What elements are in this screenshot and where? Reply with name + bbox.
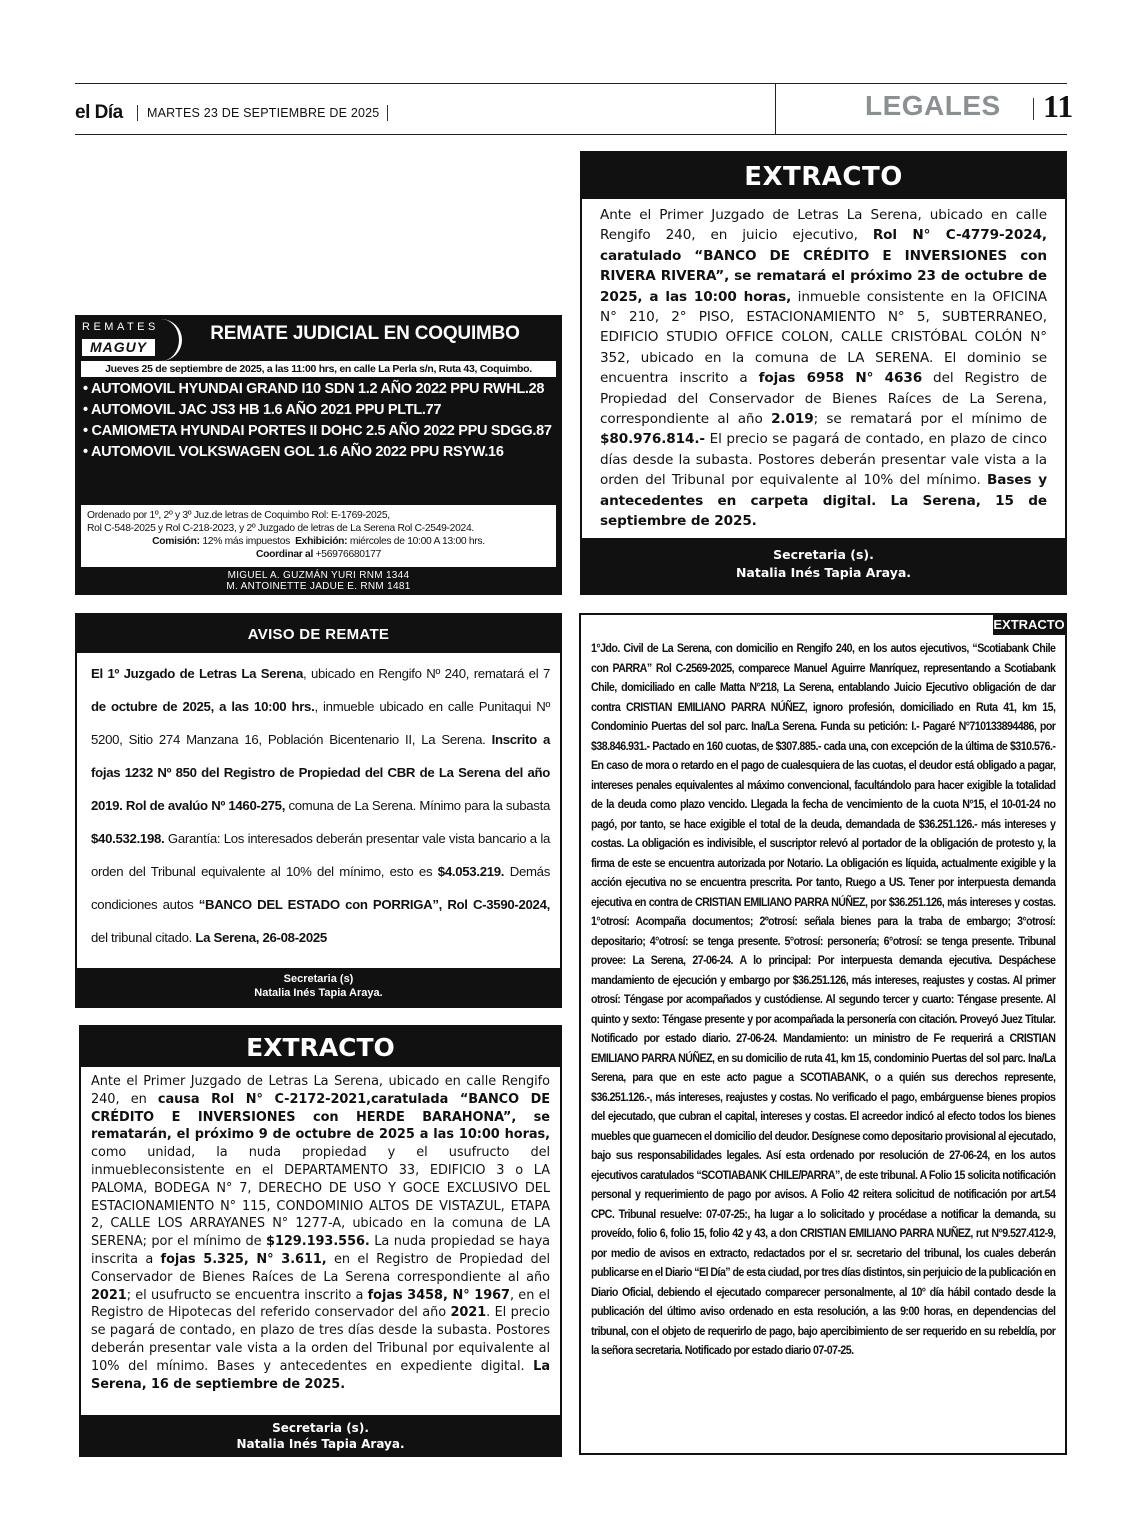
auctioneer-name: MIGUEL A. GUZMÁN YURI RNM 1344	[227, 570, 410, 581]
extracto-notice-herde	[79, 1025, 562, 1457]
signature-role: Secretaria (s).	[773, 547, 874, 562]
coordinate-line	[87, 548, 550, 561]
ordered-line: Ordenado por 1º, 2º y 3º Juz.de letras de Coquimbo Rol: E-1769-2025,	[87, 510, 390, 521]
auction-date-line: Jueves 25 de septiembre de 2025, a las 11:00 hrs, en calle La Perla s/n, Ruta 43, Coquimbo.	[81, 361, 556, 377]
exhibition-label: Exhibición:	[295, 536, 348, 547]
list-item: • AUTOMOVIL JAC JS3 HB 1.6 AÑO 2021 PPU PLTL.77	[83, 402, 442, 418]
notice-title: AVISO DE REMATE	[77, 615, 560, 653]
page-number: 11	[1043, 88, 1074, 124]
header-separator	[1033, 98, 1034, 120]
auction-info	[81, 505, 556, 567]
header-separator	[387, 105, 388, 121]
notice-body: Ante el Primer Juzgado de Letras La Serena, ubicado en calle Rengifo 240, en causa Rol N° C-2172-2021,caratulada “BANCO DE CRÉDITO E INVERSIONES con HERDE BARAHONA”, se rematarán, el próximo 9 de octubre de 2025 a las 10:00 horas, como unidad, la nuda propiedad y el usufructo del inmuebleconsistente en el DEPARTAMENTO 33, EDIFICIO 3 o LA PALOMA, BODEGA N° 7, DERECHO DE USO Y GOCE EXCLUSIVO DEL ESTACIONAMIENTO N° 115, CONDOMINIO ALTOS DE VISTAZUL, ETAPA 2, CALLE LOS ARRAYANES N° 1277-A, ubicado en la comuna de LA SERENA; por el mínimo de $129.193.556. La nuda propiedad se haya inscrita a fojas 5.325, N° 3.611, en el Registro de Propiedad del Conservador de Bienes Raíces de La Serena correspondiente al año 2021; el usufructo se encuentra inscrito a fojas 3458, N° 1967, en el Registro de Hipotecas del referido conservador del año 2021. El precio se pagará de contado, en plazo de tres días desde la subasta. Postores deberán presentar vale vista a la orden del Tribunal por equivalente al 10% del mínimo. Bases y antecedentes en expediente digital. La Serena, 16 de septiembre de 2025.	[91, 1074, 551, 1392]
exhibition-value: miércoles de 10:00 A 13:00 hrs.	[349, 536, 485, 547]
header-divider	[775, 84, 776, 134]
auctioneer-signatures	[75, 570, 562, 592]
logo-name: MAGUY	[82, 339, 155, 356]
notice-title: EXTRACTO	[993, 615, 1065, 635]
signature-name: Natalia Inés Tapia Araya.	[735, 565, 912, 580]
commission-label: Comisión:	[152, 536, 200, 547]
ad-title: REMATE JUDICIAL EN COQUIMBO	[210, 323, 520, 344]
coordinate-label: Coordinar al	[255, 549, 314, 560]
vehicle-list	[83, 381, 553, 465]
notice-title: EXTRACTO	[582, 153, 1065, 199]
newspaper-brand: el Día	[75, 102, 123, 123]
extracto-notice-rivera	[580, 151, 1067, 595]
signature-role: Secretaria (s)	[283, 973, 354, 985]
auctioneer-name: M. ANTOINETTE JADUE E. RNM 1481	[226, 581, 411, 592]
notice-title: EXTRACTO	[81, 1027, 560, 1067]
notice-body: El 1º Juzgado de Letras La Serena, ubicado en Rengifo Nº 240, rematará el 7 de octubre de 2025, a las 10:00 hrs., inmueble ubicado en calle Punitaqui Nº 5200, Sitio 274 Manzana 16, Población Bicentenario II, La Serena. Inscrito a fojas 1232 Nº 850 del Registro de Propiedad del CBR de La Serena del año 2019. Rol de avalúo Nº 1460-275, comuna de La Serena. Mínimo para la subasta $40.532.198. Garantía: Los interesados deberán presentar vale vista bancario a la orden del Tribunal equivalente al 10% del mínimo, esto es $4.053.219. Demás condiciones autos “BANCO DEL ESTADO con PORRIGA”, Rol C-3590-2024, del tribunal citado. La Serena, 26-08-2025	[91, 666, 550, 945]
list-item: • CAMIOMETA HYUNDAI PORTES II DOHC 2.5 AÑO 2022 PPU SDGG.87	[83, 423, 552, 439]
signature-role: Secretaria (s).	[272, 1421, 369, 1435]
commission-value: 12% más impuestos	[202, 536, 290, 547]
notice-body: Ante el Primer Juzgado de Letras La Serena, ubicado en calle Rengifo 240, en juicio ejecutivo, Rol N° C-4779-2024, caratulado “BANCO DE CRÉDITO E INVERSIONES con RIVERA RIVERA”, se rematará el próximo 23 de octubre de 2025, a las 10:00 horas, inmueble consistente en la OFICINA N° 210, 2° PISO, ESTACIONAMIENTO N° 5, SUBTERRANEO, EDIFICIO STUDIO OFFICE COLON, CALLE CRISTÓBAL COLÓN N° 352, ubicado en la comuna de LA SERENA. El dominio se encuentra inscrito a fojas 6958 N° 4636 del Registro de Propiedad del Conservador de Bienes Raíces de La Serena, correspondiente al año 2.019; se rematará por el mínimo de $80.976.814.- El precio se pagará de contado, en plazo de cinco días desde la subasta. Postores deberán presentar vale vista a la orden del Tribunal por equivalente al 10% del mínimo. Bases y antecedentes en carpeta digital. La Serena, 15 de septiembre de 2025.	[600, 207, 1047, 530]
header-top-rule	[75, 83, 1067, 84]
publication-date: MARTES 23 DE SEPTIEMBRE DE 2025	[147, 106, 380, 120]
coordinate-phone: +56976680177	[315, 549, 382, 560]
header-separator	[137, 105, 138, 121]
signature-name: Natalia Inés Tapia Araya.	[254, 987, 383, 999]
logo-top-text: REMATES	[82, 321, 159, 333]
notice-signature	[77, 968, 560, 1006]
notice-signature	[582, 538, 1065, 593]
ordered-line: Rol C-548-2025 y Rol C-218-2023, y 2º Juzgado de letras de La Serena Rol C-2549-2024.	[87, 523, 474, 534]
maguy-logo	[80, 319, 175, 357]
list-item: • AUTOMOVIL VOLKSWAGEN GOL 1.6 AÑO 2022 PPU RSYW.16	[83, 444, 504, 460]
notice-body: 1°Jdo. Civil de La Serena, con domicilio en Rengifo 240, en los autos ejecutivos, “Scotiabank Chile con PARRA” Rol C-2569-2025, comparece Manuel Aguirre Manríquez, representando a Scotiabank Chile, domiciliado en calle Matta N°218, La Serena, entablando Juicio Ejecutivo obligación de dar contra CRISTIAN EMILIANO PARRA NÚÑEZ, ignoro profesión, domiciliado en Ruta 41, km 15, Condominio Puertas del sol parc. Ina/La Serena. Funda su petición: I.- Pagaré N°710133894486, por $38.846.931.- Pactado en 160 cuotas, de $307.885.- cada una, con excepción de la última de $310.576.- En caso de mora o retardo en el pago de cualesquiera de las cuotas, el deudor está obligado a pagar, intereses penales equivalentes al máximo convencional, facultándolo para hacer exigible la totalidad de la deuda como plazo vencido. Llegada la fecha de vencimiento de la cuota N°15, el 10-01-24 no pagó, por tanto, se hace exigible el total de la deuda, demandada de $36.251.126.- más intereses y costas. La obligación es indivisible, el suscriptor relevó al portador de la obligación de protesto y, la firma de este se encuentra autorizada por Notario. La obligación es líquida, actualmente exigible y la acción ejecutiva no se encuentra prescrita. Por tanto, Ruego a US. Tener por interpuesta demanda ejecutiva en contra de CRISTIAN EMILIANO PARRA NÚÑEZ, por $36.251.126, más intereses y costas. 1°otrosí: Acompaña documentos; 2ºotrosí: señala bienes para la traba de embargo; 3°otrosí: depositario; 4°otrosí: se tenga presente. 5°otrosí: personería; 6°otrosí: se tenga presente. Tribunal provee: La Serena, 27-06-24. A lo principal: Por interpuesta demanda ejecutiva. Despáchese mandamiento de ejecución y embargo por $36.251.126, más intereses, reajustes y costas. Al primer otrosí: Téngase por acompañados y custódiense. Al segundo tercer y cuarto: Téngase presente. Al quinto y sexto: Téngase presente y por acompañada la personería con citación. Proveyó Juez Titular. Notificado por estado diario. 27-06-24. Mandamiento: un ministro de Fe requerirá a CRISTIAN EMILIANO PARRA NÚÑEZ, en su domicilio de ruta 41, km 15, condominio Puertas del sol parc. Ina/La Serena, para que en este acto pague a SCOTIABANK, o a quién sus derechos represente, $36.251.126.-, más intereses, reajustes y costas. No verificado el pago, embárguense bienes propios del ejecutado, que cubran el capital, intereses y costas. El acreedor indicó al efecto todos los bienes muebles que guarnecen el domicilio del deudor. Desígnese como depositario provisional al ejecutado, bajo sus responsabilidades legales. Así esta ordenado por resolución de 27-06-24, en los autos ejecutivos caratulados “SCOTIABANK CHILE/PARRA”, de este tribunal. A Folio 15 solicita notificación personal y requerimiento de pago por avisos. A Folio 42 reitera solicitud de notificación por art.54 CPC. Tribunal resuelve: 07-07-25:, ha lugar a lo solicitado y procédase a notificar la demanda, su proveído, folio 6, folio 15, folio 42 y 43, a don CRISTIAN EMILIANO PARRA NUÑEZ, rut N°9.527.412-9, por medio de avisos en extracto, redactados por el sr. secretario del tribunal, los cuales deberán publicarse en el Diario “El Día” de esta ciudad, por tres días distintos, sin perjuicio de la publicación en Diario Oficial, debiendo el ejecutado comparecer personalmente, al 10° día hábil contado desde la publicación del último aviso ordenado en esta resolución, a las 9:00 horas, en dependencias del tribunal, con el objeto de requerirlo de pago, bajo apercibimiento de ser requerido en su rebeldía, por la señora secretaria. Notificado por estado diario 07-07-25.	[591, 641, 1056, 1357]
commission-line	[87, 535, 550, 548]
extracto-notice-scotiabank	[579, 613, 1067, 1455]
section-title: LEGALES	[865, 90, 1001, 121]
header-bottom-rule	[75, 134, 1067, 135]
notice-signature	[81, 1415, 560, 1455]
remates-maguy-ad	[75, 315, 562, 595]
page-header	[75, 86, 1074, 134]
signature-name: Natalia Inés Tapia Araya.	[236, 1437, 405, 1451]
list-item: • AUTOMOVIL HYUNDAI GRAND I10 SDN 1.2 AÑO 2022 PPU RWHL.28	[83, 381, 545, 397]
aviso-de-remate-notice	[75, 613, 562, 1008]
